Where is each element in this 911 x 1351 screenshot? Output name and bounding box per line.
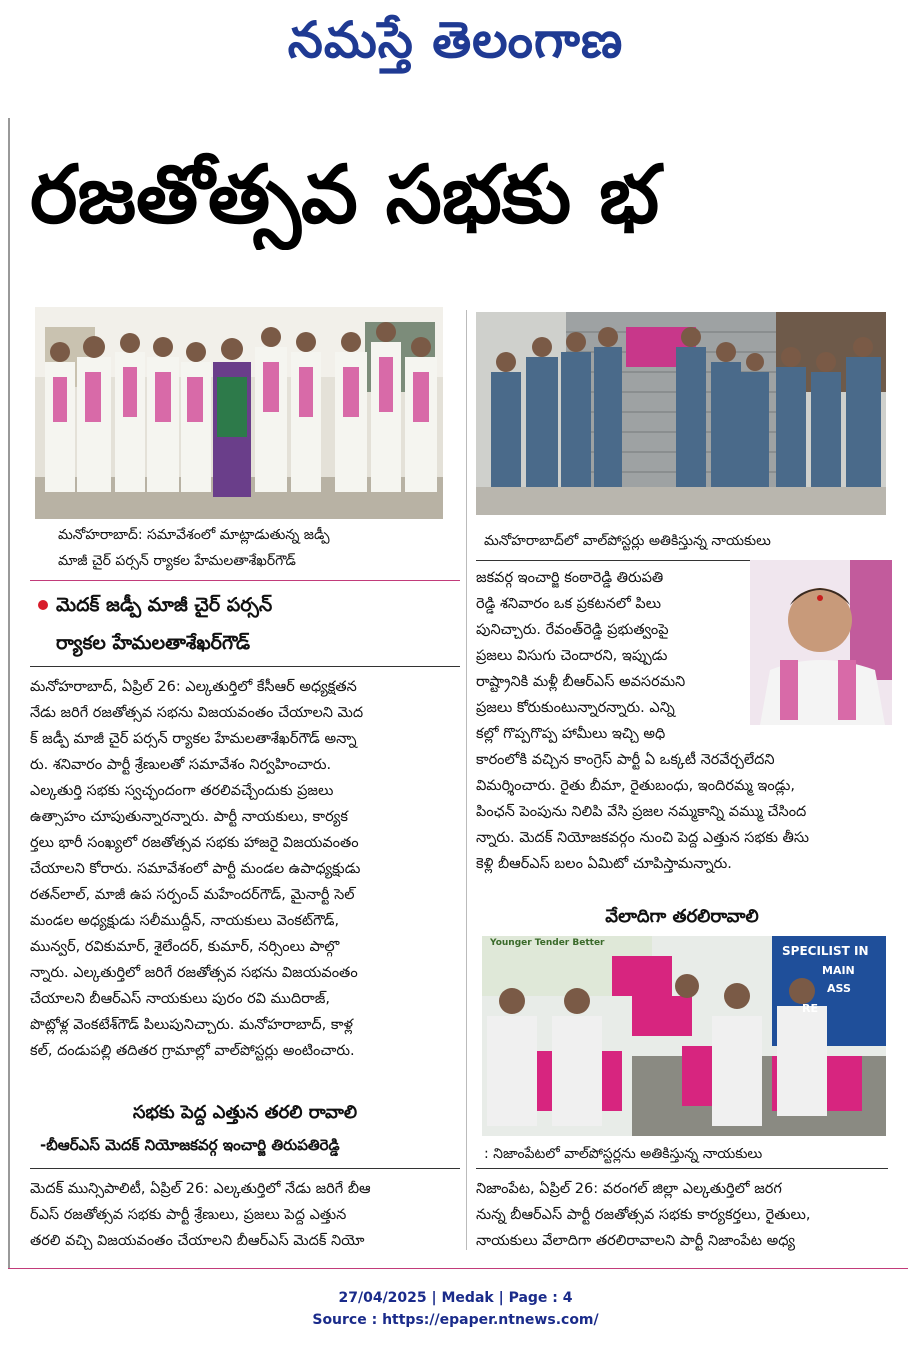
right-article-body-narrow [476,565,744,747]
shop-sign-text: SPECILIST IN [782,944,869,958]
wallposter-photo-illustration [476,312,886,515]
column-rule [8,118,10,1268]
divider [30,666,460,667]
body-line: ప్రజలు విసుగు చెందారని, ఇప్పుడు [476,648,668,664]
caption-line: మాజీ చైర్ పర్సన్ ర్యాకల హేమలతాశేఖర్‌గౌడ్ [58,553,296,569]
caption-line: మనోహరాబాద్: సమావేశంలో మాట్లాడుతున్న జడ్పీ [58,527,330,543]
right-photo-caption: మనోహరాబాద్‌లో వాల్‌పోస్టర్లు అతికిస్తున్న నాయకులు [484,533,771,549]
headline: రజతోత్సవ సభకు భ [30,148,660,241]
body-line: కెళ్లి బీఆర్‌ఎస్ బలం ఏమిటో చూపిస్తామన్నారు. [476,856,732,872]
column-divider [466,310,467,1250]
footer-date-line: 27/04/2025 | Medak | Page : 4 [338,1290,573,1306]
byline: -బీఆర్‌ఎస్ మెదక్ నియోజకవర్గ ఇంచార్జి తిరుపతిరెడ్డి [40,1136,340,1154]
body-line: నున్న బీఆర్‌ఎస్ పార్టీ రజతోత్సవ సభకు కార్యకర్తలు, రైతులు, [476,1207,811,1223]
body-line: పింఛన్ పెంపును నిలిపి వేసి ప్రజల నమ్మకాన్ని వమ్ము చేసింద [476,804,807,820]
body-line: ర్తలు భారీ సంఖ్యలో రజతోత్సవ సభకు హాజరై విజయవంతం [30,835,359,851]
divider [476,1168,888,1169]
body-line: మెదక్ మున్సిపాలిటీ, ఏప్రిల్ 26: ఎల్కతుర్తిలో నేడు జరిగే బీఆ [30,1181,371,1197]
masthead: నమస్తే తెలంగాణ [287,10,624,69]
subhead-line: మెదక్ జడ్పీ మాజీ చైర్ పర్సన్ [56,594,273,616]
left-article-body-2 [30,1176,460,1254]
body-line: రతన్‌లాల్, మాజీ ఉప సర్పంచ్ మహేందర్‌గౌడ్, మైనార్టీ సెల్ [30,887,355,903]
body-line: కారంలోకి వచ్చిన కాంగ్రెస్ పార్టీ ఏ ఒక్కటీ నెరవేర్చలేదని [476,752,775,768]
left-photo-caption [58,522,458,574]
body-line: ఉత్సాహం చూపుతున్నారన్నారు. పార్టీ నాయకులు, కార్యక [30,809,348,825]
body-line: పునిచ్చారు. రేవంత్‌రెడ్డి ప్రభుత్వంపై [476,622,669,638]
section-title-left: సభకు పెద్ద ఎత్తున తరలి రావాలి [132,1102,358,1123]
photo-wallposters-manoharabad [476,312,886,515]
portrait-photo [750,560,892,725]
divider [30,1168,460,1169]
section-title-right: వేలాదిగా తరలిరావాలి [605,906,759,927]
body-line: రెడ్డి శనివారం ఒక ప్రకటనలో పిలు [476,596,662,612]
photo-wallposters-nizampet [482,936,886,1136]
photo-manoharabad-meeting [35,307,443,519]
body-line: ర్‌ఎస్ రజతోత్సవ సభకు పార్టీ శ్రేణులు, ప్రజలు పెద్ద ఎత్తున [30,1207,347,1223]
shop-sign-text: RE [802,1002,818,1015]
body-line: ఎల్కతుర్తి సభకు స్వచ్ఛందంగా తరలివచ్చేందుకు ప్రజలు [30,783,334,799]
body-line: మండల అధ్యక్షుడు సలీముద్దీన్, నాయకులు వెంకట్‌గౌడ్, [30,913,340,929]
right-article-body-wide [476,747,888,877]
body-line: జకవర్గ ఇంచార్జి కంఠారెడ్డి తిరుపతి [476,570,664,586]
body-line: విమర్శించారు. రైతు బీమా, రైతుబంధు, ఇందిరమ్మ ఇండ్లు, [476,778,796,794]
body-line: కల్, దండుపల్లి తదితర గ్రామాల్లో వాల్‌పోస్టర్లు అంటించారు. [30,1043,355,1059]
body-line: రు. శనివారం పార్టీ శ్రేణులతో సమావేశం నిర్వహించారు. [30,757,332,773]
body-line: ప్రజలు కోరుకుంటున్నారన్నారు. ఎన్ని [476,700,675,716]
body-line: చేయాలని కోరారు. సమావేశంలో పార్టీ మండల ఉపాధ్యక్షుడు [30,861,361,877]
right-photo2-caption: : నిజాంపేటలో వాల్‌పోస్టర్లను అతికిస్తున్న నాయకులు [484,1146,763,1162]
body-line: నిజాంపేట, ఏప్రిల్ 26: వరంగల్ జిల్లా ఎల్కతుర్తిలో జరగ [476,1181,782,1197]
body-line: రాష్ట్రానికి మళ్లీ బీఆర్‌ఎస్ అవసరమని [476,674,686,690]
footer-source-link[interactable]: Source : https://epaper.ntnews.com/ [312,1312,599,1328]
body-line: నాయకులు వేలాదిగా తరలిరావాలని పార్టీ నిజాంపేట అధ్య [476,1233,795,1249]
article-subhead [56,586,456,662]
right-article-body-2 [476,1176,888,1254]
subhead-line: ర్యాకల హేమలతాశేఖర్‌గౌడ్ [56,632,251,654]
body-line: తరలి వచ్చి విజయవంతం చేయాలని బీఆర్‌ఎస్ మెదక్ నియో [30,1233,365,1249]
body-line: న్నారు. మెదక్ నియోజకవర్గం నుంచి పెద్ద ఎత్తున సభకు తీసు [476,830,810,846]
body-line: పొట్లోళ్ల వెంకటేశ్‌గౌడ్ పిలుపునిచ్చారు. మనోహరాబాద్, కాళ్ల [30,1017,353,1033]
body-line: చేయాలని బీఆర్‌ఎస్ నాయకులు పురం రవి ముదిరాజ్, [30,991,330,1007]
body-line: నేడు జరిగే రజతోత్సవ సభను విజయవంతం చేయాలని మెద [30,705,364,721]
meeting-photo-illustration [35,307,443,519]
divider [30,580,460,581]
page-bottom-rule [8,1268,908,1269]
body-line: క్ జడ్పీ మాజీ చైర్ పర్సన్ ర్యాకల హేమలతాశేఖర్‌గౌడ్ అన్నా [30,731,357,747]
body-line: న్నారు. ఎల్కతుర్తిలో జరిగే రజతోత్సవ సభను విజయవంతం [30,965,358,981]
shop-sign-text: Younger Tender Better [490,938,605,948]
bullet-icon [38,600,48,610]
shop-sign-text: MAIN [822,964,855,977]
body-line: మనోహరాబాద్, ఏప్రిల్ 26: ఎల్కతుర్తిలో కేసీఆర్ అధ్యక్షతన [30,679,357,695]
body-line: కల్లో గొప్పగొప్ప హామీలు ఇచ్చి అధి [476,726,666,742]
shop-sign-text: ASS [827,982,851,995]
left-article-body [30,674,460,1064]
portrait-illustration [750,560,892,725]
body-line: మున్వర్, రవికుమార్, శైలేందర్, కుమార్, నర్సింలు పాల్గొ [30,939,340,955]
